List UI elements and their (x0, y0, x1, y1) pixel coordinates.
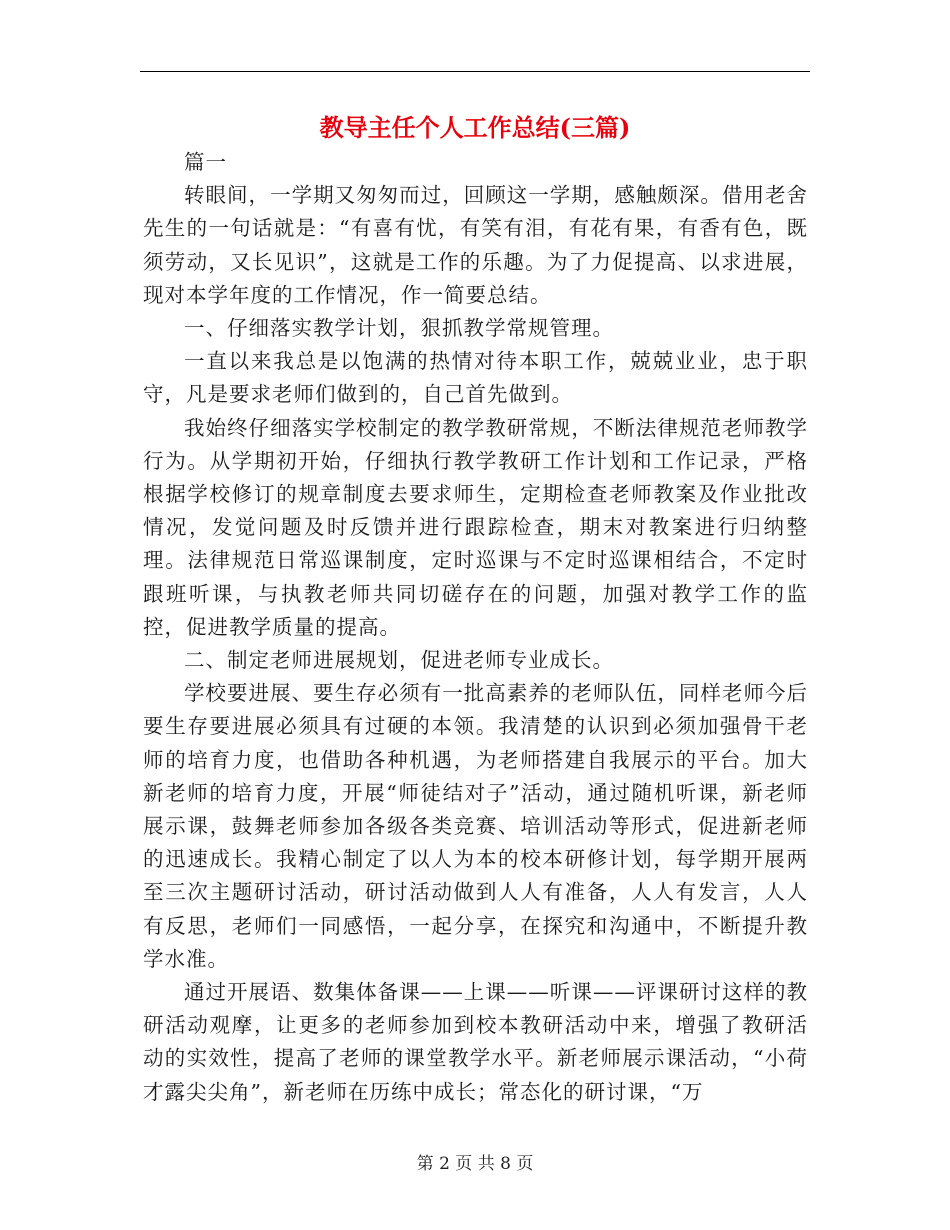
section-heading: 一、仔细落实教学计划，狠抓教学常规管理。 (184, 316, 614, 341)
body-paragraph: 转眼间，一学期又匆匆而过，回顾这一学期，感触颇深。借用老舍先生的一句话就是：“有喜有忧，有笑有泪，有花有果，有香有色，既须劳动，又长见识”，这就是工作的乐趣。为了力促提高、以求进展，现对本学年度的工作情况，作一简要总结。 (143, 183, 808, 307)
header-rule (140, 71, 810, 72)
body-paragraph: 学校要进展、要生存必须有一批高素养的老师队伍，同样老师今后要生存要进展必须具有过硬的本领。我清楚的认识到必须加强骨干老师的培育力度，也借助各种机遇，为老师搭建自我展示的平台。加大新老师的培育力度，开展“师徒结对子”活动，通过随机听课，新老师展示课，鼓舞老师参加各级各类竞赛、培训活动等形式，促进新老师的迅速成长。我精心制定了以人为本的校本研修计划，每学期开展两至三次主题研讨活动，研讨活动做到人人有准备，人人有发言，人人有反思，老师们一同感悟，一起分享，在探究和沟通中，不断提升教学水准。 (143, 681, 808, 971)
page-footer (140, 1152, 810, 1176)
document-body (143, 146, 808, 1109)
page-number: 第 2 页 共 8 页 (416, 1154, 534, 1174)
body-paragraph: 我始终仔细落实学校制定的教学教研常规，不断法律规范老师教学行为。从学期初开始，仔细执行教学教研工作计划和工作记录，严格根据学校修订的规章制度去要求师生，定期检查老师教案及作业批改情况，发觉问题及时反馈并进行跟踪检查，期末对教案进行归纳整理。法律规范日常巡课制度，定时巡课与不定时巡课相结合，不定时跟班听课，与执教老师共同切磋存在的问题，加强对教学工作的监控，促进教学质量的提高。 (143, 415, 808, 639)
document-title: 教导主任个人工作总结(三篇) (319, 113, 631, 142)
section-heading: 二、制定老师进展规划，促进老师专业成长。 (184, 648, 614, 673)
body-paragraph: 通过开展语、数集体备课——上课——听课——评课研讨这样的教研活动观摩，让更多的老师参加到校本教研活动中来，增强了教研活动的实效性，提高了老师的课堂教学水平。新老师展示课活动，“小荷才露尖尖角”，新老师在历练中成长；常态化的研讨课，“万 (143, 980, 808, 1104)
body-paragraph: 一直以来我总是以饱满的热情对待本职工作，兢兢业业，忠于职守，凡是要求老师们做到的，自己首先做到。 (143, 349, 808, 407)
section-heading: 篇一 (184, 150, 227, 174)
